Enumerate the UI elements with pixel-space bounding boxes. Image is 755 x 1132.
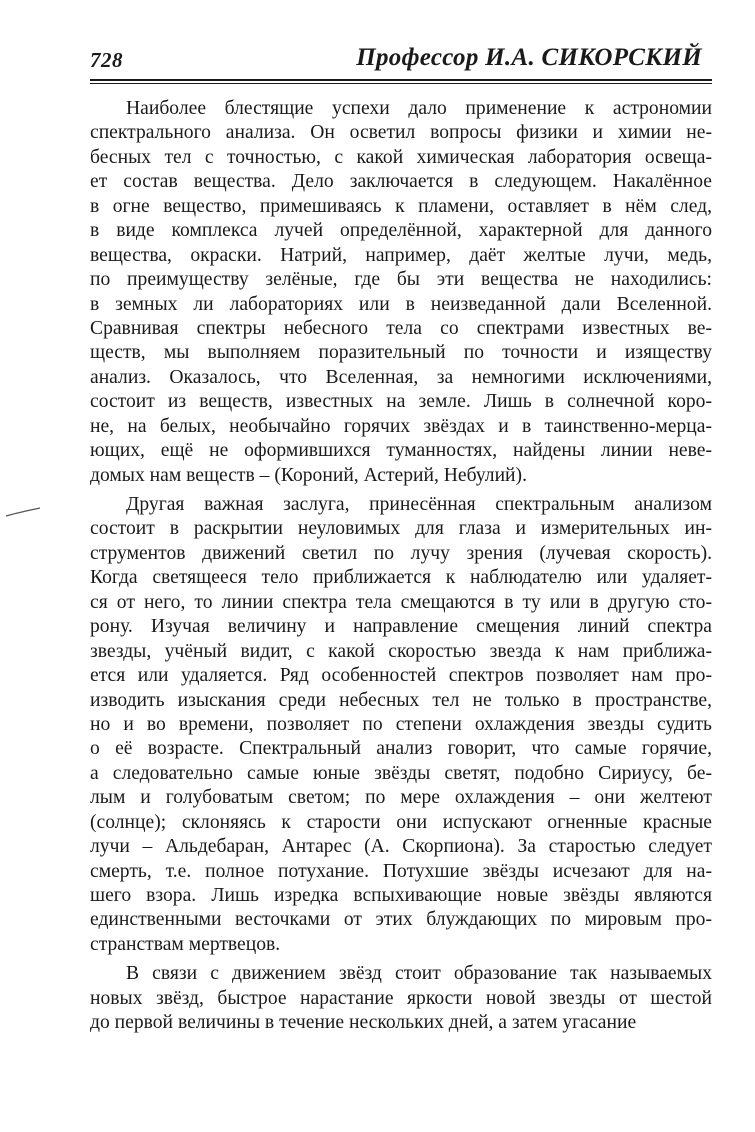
- header-rule-thick: [90, 79, 712, 81]
- text-line: в огне вещество, примешиваясь к пламени, оставляет в нём след,: [90, 195, 712, 217]
- text-line: Наиболее блестящие успехи дало применение к астрономии: [126, 98, 712, 119]
- text-line: (солнце); склоняясь к старости они испускают огненные красные: [90, 811, 712, 833]
- text-line: ет состав вещества. Дело заключается в следующем. Накалённое: [90, 171, 712, 193]
- text-line: ся от него, то линии спектра тела смещаются в ту или в другую сто-: [90, 591, 712, 613]
- text-line: Другая важная заслуга, принесённая спектральным анализом: [126, 494, 712, 515]
- page-header: [90, 44, 712, 78]
- text-line: не, на белых, необычайно горячих звёздах и в таинственно-мерца-: [90, 415, 712, 437]
- text-line: Когда светящееся тело приближается к наблюдателю или удаляет-: [90, 567, 712, 589]
- text-line: струментов движений светил по лучу зрения (лучевая скорость).: [90, 542, 712, 564]
- text-line: до первой величины в течение нескольких дней, а затем угасание: [90, 1012, 637, 1034]
- text-line: изводить изыскания среди небесных тел не только в пространстве,: [90, 689, 712, 711]
- text-line: о её возрасте. Спектральный анализ говорит, что самые горячие,: [90, 738, 712, 760]
- text-line: ществ, мы выполняем поразительный по точности и изяществу: [90, 342, 712, 364]
- text-line: рону. Изучая величину и направление смещения линий спектра: [90, 616, 712, 638]
- text-line: новых звёзд, быстрое нарастание яркости новой звезды от шестой: [90, 987, 712, 1009]
- paragraph-radial-velocity: [90, 493, 712, 957]
- text-line: но и во времени, позволяет по степени охлаждения звезды судить: [90, 713, 712, 735]
- text-line: шего взора. Лишь изредка вспыхивающие новые звёзды являются: [90, 885, 712, 906]
- text-line: вещества, окраски. Натрий, например, даёт желтые лучи, медь,: [90, 244, 712, 266]
- running-head: Профессор И.А. СИКОРСКИЙ: [356, 44, 702, 71]
- text-line: в виде комплекса лучей определённой, характерной для данного: [90, 220, 712, 242]
- text-line: странствам мертвецов.: [90, 933, 281, 955]
- text-line: ется или удаляется. Ряд особенностей спектров позволяет нам про-: [90, 665, 712, 687]
- text-line: Сравнивая спектры небесного тела со спектрами известных ве-: [90, 317, 712, 339]
- paragraph-new-stars: [90, 962, 712, 1035]
- text-line: состоит из веществ, известных на земле. Лишь в солнечной коро-: [90, 391, 712, 413]
- text-line: по преимуществу зелёные, где бы эти вещества не находились:: [90, 269, 712, 291]
- paragraph-spectral-analysis: [90, 97, 712, 488]
- body-text: [90, 97, 712, 1041]
- text-line: смерть, т.е. полное потухание. Потухшие звёзды исчезают для на-: [90, 860, 712, 882]
- text-line: спектрального анализа. Он осветил вопросы физики и химии не-: [90, 122, 712, 144]
- text-line: В связи с движением звёзд стоит образование так называемых: [126, 963, 712, 985]
- text-line: единственными весточками от этих блуждающих по мировым про-: [90, 909, 712, 931]
- header-rule-thin: [90, 83, 712, 84]
- page-number: 728: [90, 48, 123, 72]
- text-line: ющих, ещё не оформившихся туманностях, найдены линии неве-: [90, 440, 712, 462]
- text-line: состоит в раскрытии неуловимых для глаза и измерительных ин-: [90, 518, 712, 540]
- text-line: бесных тел с точностью, с какой химическая лаборатория освеща-: [90, 146, 712, 168]
- text-line: домых нам веществ – (Короний, Астерий, Небулий).: [90, 464, 527, 486]
- text-line: лым и голубоватым светом; по мере охлаждения – они желтеют: [90, 787, 712, 809]
- text-line: а следовательно самые юные звёзды светят, подобно Сириусу, бе-: [90, 762, 712, 784]
- text-line: в земных ли лабораториях или в неизведанной дали Вселенной.: [90, 293, 712, 315]
- text-line: лучи – Альдебаран, Антарес (А. Скорпиона). За старостью следует: [90, 836, 712, 858]
- text-line: звезды, учёный видит, с какой скоростью звезда к нам приближа-: [90, 640, 712, 662]
- pencil-mark-icon: [4, 505, 42, 519]
- text-line: анализ. Оказалось, что Вселенная, за немногими исключениями,: [90, 366, 712, 388]
